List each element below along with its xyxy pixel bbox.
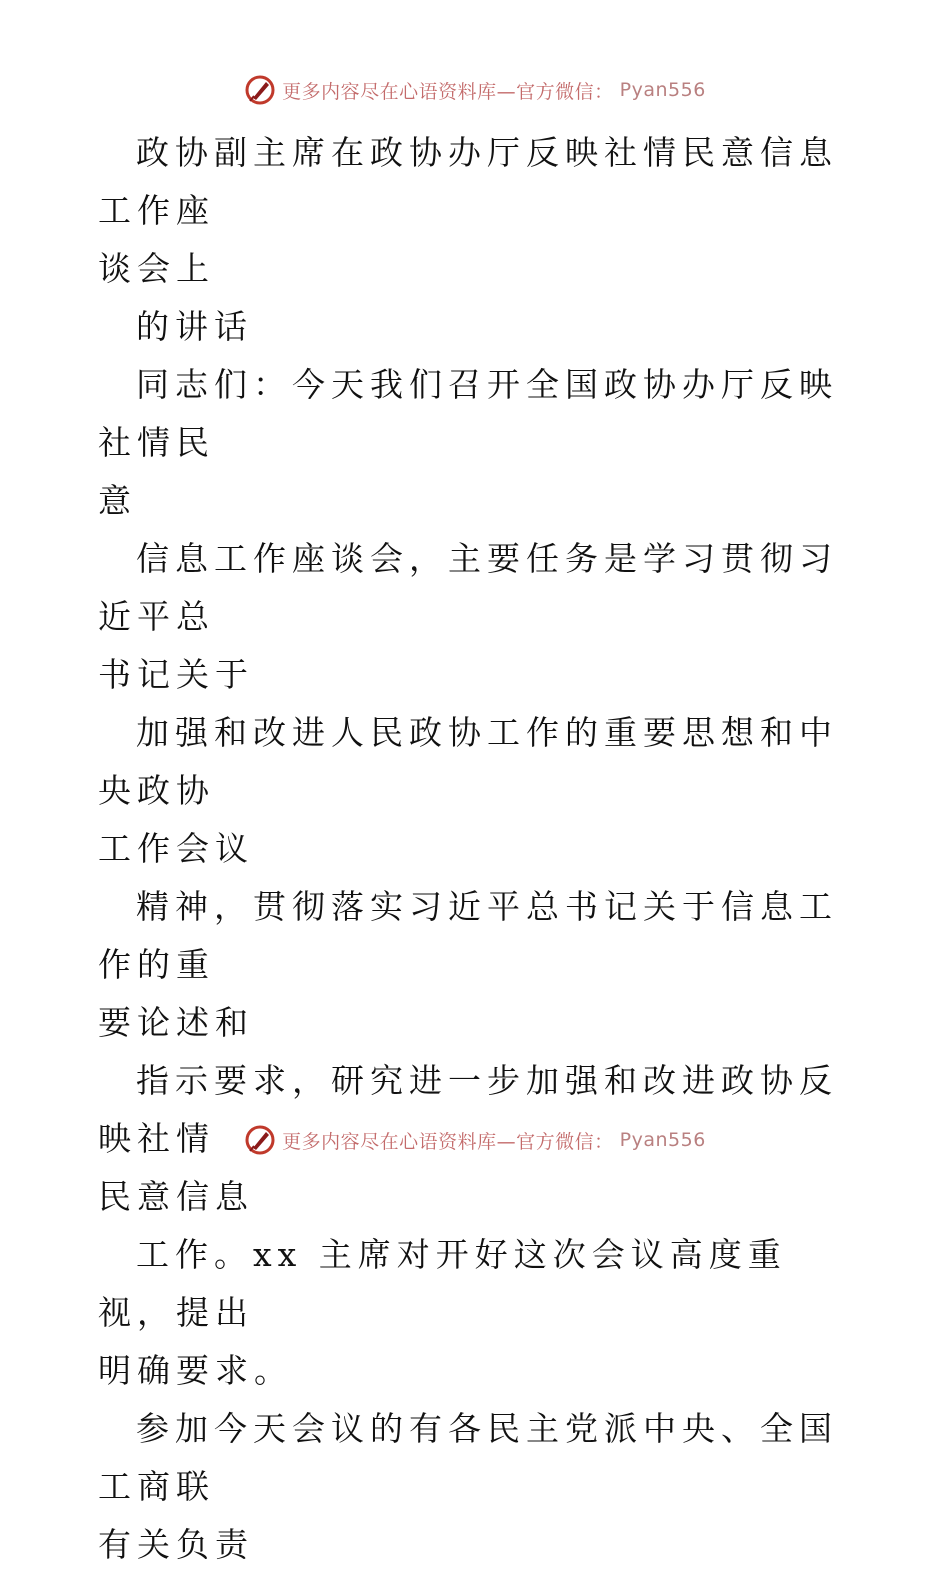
watermark-text: 更多内容尽在心语资料库—官方微信： [282,80,614,103]
footer-watermark [0,1120,950,1160]
watermark-handle: Pyan556 [619,79,706,101]
quill-logo-icon [244,74,276,106]
paragraph-1: 政协副主席在政协办厅反映社情民意信息工作座 谈会上 [98,133,838,288]
paragraph-7: 指示要求，研究进一步加强和改进政协反映社情 民意信息 [98,1061,838,1216]
paragraph-9: 参加今天会议的有各民主党派中央、全国工商联 有关负责 [98,1409,838,1564]
paragraph-2: 的讲话 [136,307,253,346]
paragraph-5: 加强和改进人民政协工作的重要思想和中央政协 工作会议 [98,713,838,868]
paragraph-4: 信息工作座谈会，主要任务是学习贯彻习近平总 书记关于 [98,539,838,694]
watermark-text: 更多内容尽在心语资料库—官方微信： [282,1130,614,1153]
document-body [98,124,858,1574]
paragraph-6: 精神，贯彻落实习近平总书记关于信息工作的重 要论述和 [98,887,838,1042]
watermark-handle: Pyan556 [619,1129,706,1151]
header-watermark [0,70,950,110]
quill-logo-icon [244,1124,276,1156]
paragraph-3: 同志们：今天我们召开全国政协办厅反映社情民 意 [98,365,838,520]
paragraph-8: 工作。xx 主席对开好这次会议高度重视，提出 明确要求。 [98,1235,787,1390]
